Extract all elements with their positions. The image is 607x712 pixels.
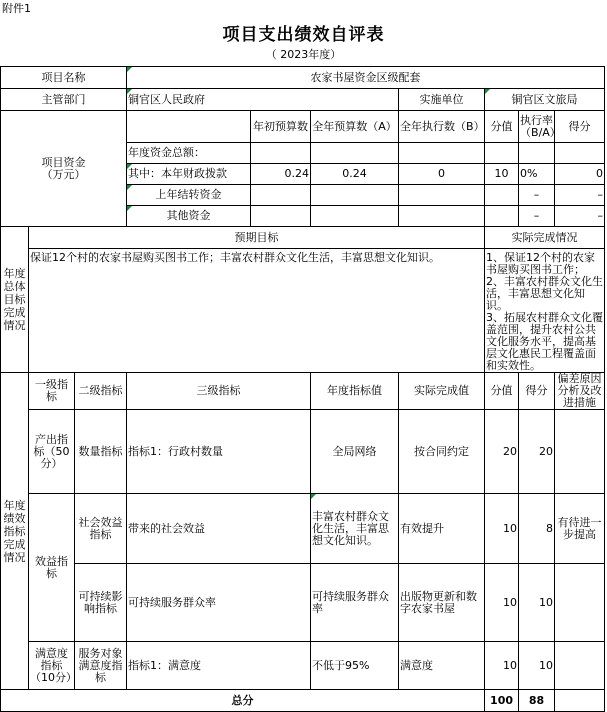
funds-cell: – xyxy=(555,185,605,206)
funds-cell xyxy=(251,206,311,227)
project-name-label: 项目名称 xyxy=(1,67,127,89)
col-score-value: 分值 xyxy=(485,111,519,143)
actual-result-text: 1、保证12个村的农家书屋购买图书工作； 2、丰富农村群众文化生活，丰富思想文化知识。 3、拓展农村群众文化覆盖范围，提升农村公共文化服务水平，提高基层文化惠民工程覆盖面和实效性。 xyxy=(485,249,605,373)
deviation-cell: 有待进一步提高 xyxy=(555,494,605,564)
satisfaction-indicator-label: 满意度指标（10分） xyxy=(29,642,75,690)
level2-cell: 可持续影响指标 xyxy=(75,564,127,642)
col-score: 得分 xyxy=(555,111,605,143)
hdr-deviation: 偏差原因分析及改进措施 xyxy=(555,373,605,410)
overall-goal-label: 年度总体目标完成情况 xyxy=(1,227,29,373)
page-title: 项目支出绩效自评表 xyxy=(222,25,385,45)
level2-cell: 数量指标 xyxy=(75,410,127,494)
funds-cell: 0.24 xyxy=(251,164,311,185)
actual-cell: 满意度 xyxy=(399,642,485,690)
target-cell: 可持续服务群众率 xyxy=(311,564,399,642)
expected-goal-text: 保证12个村的农家书屋购买图书工作；丰富农村群众文化生活，丰富思想文化知识。 xyxy=(29,249,485,373)
actual-cell: 按合同约定 xyxy=(399,410,485,494)
funds-row-label: 年度资金总额： xyxy=(127,143,251,164)
score-cell: 8 xyxy=(519,494,555,564)
unit-value: 铜官区文旅局 xyxy=(485,89,605,111)
output-indicator-label: 产出指标（50分） xyxy=(29,410,75,494)
dept-value: 铜官区人民政府 xyxy=(127,89,399,111)
target-cell: 全局网络 xyxy=(311,410,399,494)
col-annual-budget: 全年预算数（A） xyxy=(311,111,399,143)
total-score: 88 xyxy=(519,690,555,712)
expected-goal-header: 预期目标 xyxy=(29,227,485,249)
deviation-cell xyxy=(555,564,605,642)
actual-result-header: 实际完成情况 xyxy=(485,227,605,249)
total-label: 总分 xyxy=(1,690,485,712)
total-blank xyxy=(555,690,605,712)
funds-cell xyxy=(399,185,485,206)
level3-cell: 指标1：行政村数量 xyxy=(127,410,311,494)
level3-cell: 带来的社会效益 xyxy=(127,494,311,564)
score-value-cell: 10 xyxy=(485,642,519,690)
score-cell: 10 xyxy=(519,564,555,642)
hdr-level1: 一级指标 xyxy=(29,373,75,410)
funds-cell: – xyxy=(519,206,555,227)
attachment-label: 附件1 xyxy=(2,2,31,15)
hdr-level2: 二级指标 xyxy=(75,373,127,410)
col-exec-rate: 执行率（B/A） xyxy=(519,111,555,143)
funds-cell: 0.24 xyxy=(311,164,399,185)
funds-header-blank xyxy=(127,111,251,143)
evaluation-table xyxy=(0,66,605,712)
level2-cell: 服务对象满意度指标 xyxy=(75,642,127,690)
funds-row-label: 其他资金 xyxy=(127,206,251,227)
deviation-cell xyxy=(555,642,605,690)
score-value-cell: 20 xyxy=(485,410,519,494)
hdr-actual: 实际完成值 xyxy=(399,373,485,410)
level3-cell: 可持续服务群众率 xyxy=(127,564,311,642)
col-initial-budget: 年初预算数 xyxy=(251,111,311,143)
unit-label: 实施单位 xyxy=(399,89,485,111)
score-value-cell: 10 xyxy=(485,564,519,642)
total-score-value: 100 xyxy=(485,690,519,712)
funds-cell xyxy=(311,143,399,164)
funds-cell: – xyxy=(555,206,605,227)
funds-cell xyxy=(399,143,485,164)
funds-cell xyxy=(251,143,311,164)
funds-label: 项目资金 （万元） xyxy=(1,111,127,227)
funds-cell xyxy=(485,143,519,164)
hdr-level3: 三级指标 xyxy=(127,373,311,410)
col-annual-exec: 全年执行数（B） xyxy=(399,111,485,143)
hdr-score: 得分 xyxy=(519,373,555,410)
score-value-cell: 10 xyxy=(485,494,519,564)
funds-cell xyxy=(251,185,311,206)
level3-cell: 指标1：满意度 xyxy=(127,642,311,690)
funds-cell xyxy=(555,143,605,164)
funds-cell: 0% xyxy=(519,164,555,185)
score-cell: 20 xyxy=(519,410,555,494)
funds-cell xyxy=(485,206,519,227)
funds-cell: 0 xyxy=(399,164,485,185)
target-cell: 不低于95% xyxy=(311,642,399,690)
actual-cell: 有效提升 xyxy=(399,494,485,564)
funds-row-label: 其中：本年财政拨款 xyxy=(127,164,251,185)
funds-cell xyxy=(519,143,555,164)
deviation-cell xyxy=(555,410,605,494)
hdr-score-value: 分值 xyxy=(485,373,519,410)
indicators-label: 年度绩效指标完成情况 xyxy=(1,373,29,690)
funds-row-label: 上年结转资金 xyxy=(127,185,251,206)
funds-cell: 10 xyxy=(485,164,519,185)
target-cell: 丰富农村群众文化生活，丰富思想文化知识。 xyxy=(311,494,399,564)
score-cell: 10 xyxy=(519,642,555,690)
funds-cell: – xyxy=(519,185,555,206)
project-name-value: 农家书屋资金区级配套 xyxy=(127,67,605,89)
funds-cell: 0 xyxy=(555,164,605,185)
actual-cell: 出版物更新和数字农家书屋 xyxy=(399,564,485,642)
level2-cell: 社会效益指标 xyxy=(75,494,127,564)
funds-cell xyxy=(399,206,485,227)
year-label: （ 2023年度） xyxy=(265,48,342,61)
funds-cell xyxy=(311,206,399,227)
effect-indicator-label: 效益指标 xyxy=(29,494,75,642)
funds-cell xyxy=(311,185,399,206)
hdr-target: 年度指标值 xyxy=(311,373,399,410)
dept-label: 主管部门 xyxy=(1,89,127,111)
funds-cell xyxy=(485,185,519,206)
